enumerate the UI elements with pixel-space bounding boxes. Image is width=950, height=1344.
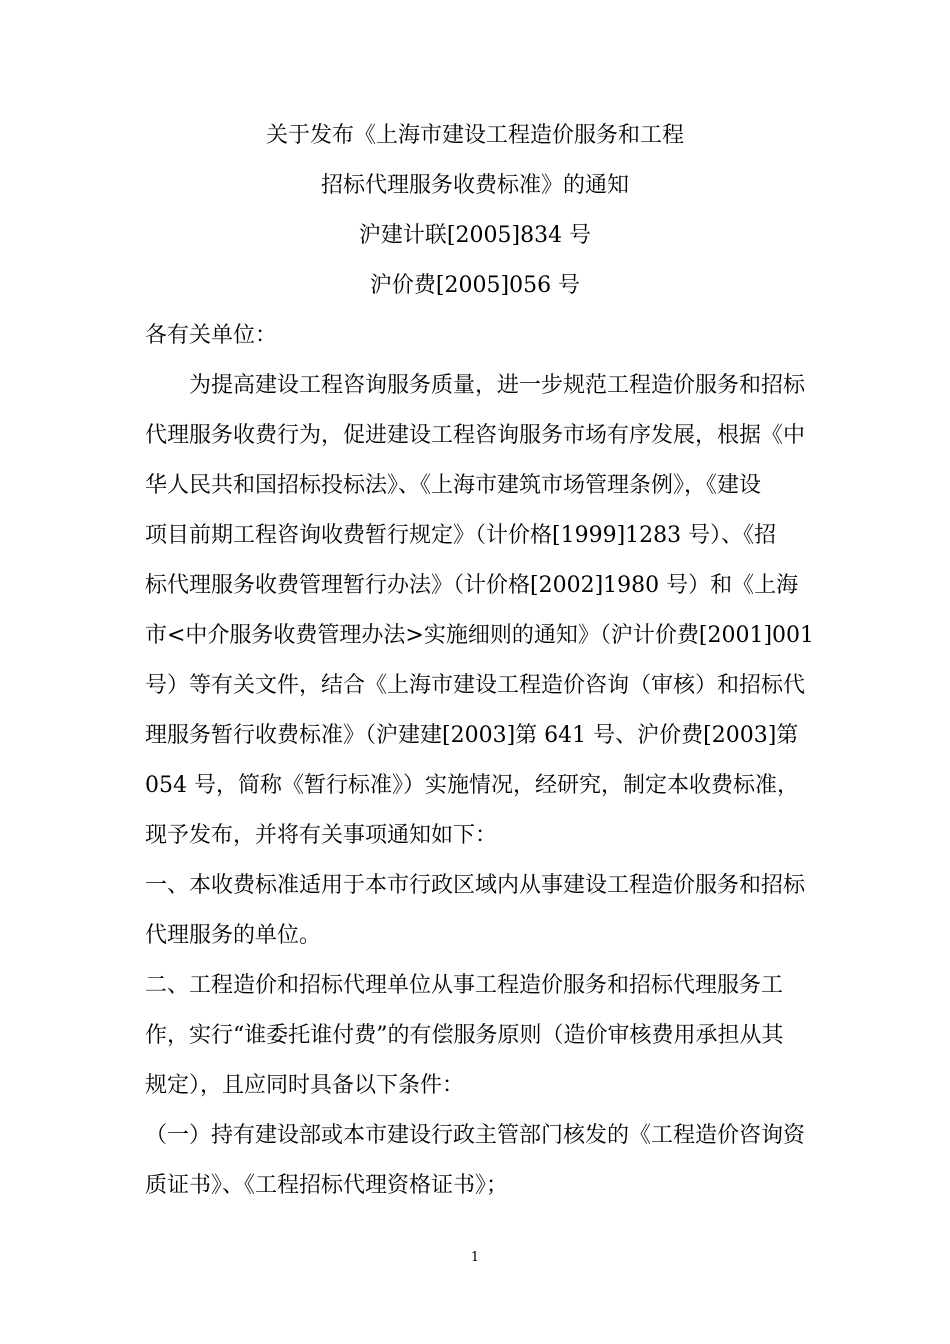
paragraph-line: 号）等有关文件，结合《上海市建设工程造价咨询（审核）和招标代 (145, 673, 806, 698)
paragraph-line: 代理服务的单位。 (145, 923, 322, 948)
paragraph-line: 市<中介服务收费管理办法>实施细则的通知》（沪计价费[2001]001 (145, 623, 815, 648)
document-number-1: 沪建计联[2005]834 号 (358, 223, 592, 248)
paragraph-line: 为提高建设工程咨询服务质量，进一步规范工程造价服务和招标 (145, 373, 806, 398)
paragraph-line: 华人民共和国招标投标法》、《上海市建筑市场管理条例》，《建设 (145, 473, 762, 498)
paragraph-line: 现予发布，并将有关事项通知如下： (145, 823, 498, 848)
paragraph-line: 054 号，简称《暂行标准》）实施情况，经研究，制定本收费标准， (145, 773, 799, 798)
paragraph-line: 规定），且应同时具备以下条件： (145, 1073, 465, 1098)
paragraph-line: 项目前期工程咨询收费暂行规定》（计价格[1999]1283 号）、《招 (145, 523, 777, 548)
paragraph-line: 标代理服务收费管理暂行办法》（计价格[2002]1980 号）和《上海 (145, 573, 799, 598)
paragraph-line: 理服务暂行收费标准》（沪建建[2003]第 641 号、沪价费[2003]第 (145, 723, 799, 748)
paragraph-line: （一）持有建设部或本市建设行政主管部门核发的《工程造价咨询资 (145, 1123, 806, 1148)
paragraph-line: 作，实行“谁委托谁付费”的有偿服务原则（造价审核费用承担从其 (145, 1023, 784, 1048)
paragraph-line: 二、工程造价和招标代理单位从事工程造价服务和招标代理服务工 (145, 973, 784, 998)
title-line-1: 关于发布《上海市建设工程造价服务和工程 (265, 123, 684, 148)
page-number: 1 (470, 1250, 480, 1265)
paragraph-line: 一、本收费标准适用于本市行政区域内从事建设工程造价服务和招标 (145, 873, 806, 898)
title-line-2: 招标代理服务收费标准》的通知 (320, 173, 629, 198)
paragraph-line: 质证书》、《工程招标代理资格证书》； (145, 1173, 509, 1198)
salutation: 各有关单位： (145, 323, 278, 348)
document-number-2: 沪价费[2005]056 号 (369, 273, 581, 298)
paragraph-line: 代理服务收费行为，促进建设工程咨询服务市场有序发展，根据《中 (145, 423, 806, 448)
